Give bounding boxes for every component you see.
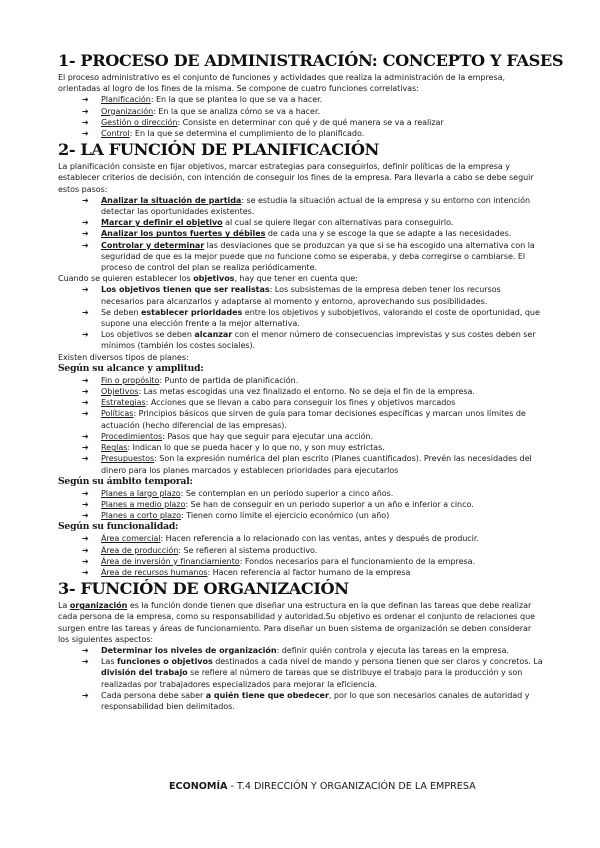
arrow-icon: ➔	[82, 129, 89, 139]
list-item: ➔ Políticas: Principios básicos que sirven de guía para tomar decisiones específicas y marcan unos límites de actuación (hecho diferencial de las empresas).	[82, 409, 526, 430]
list-item: ➔ Área de recursos humanos: Hacen referencia al factor humano de la empresa	[82, 567, 411, 577]
funcional-heading: Según su funcionalidad:	[58, 521, 179, 533]
list-item: ➔ Área de producción: Se refieren al sistema productivo.	[82, 545, 318, 555]
section-1-intro: El proceso administrativo es el conjunto de funciones y actividades que realiza la administración de la empresa, orientadas al logro de los fines de la misma. Se compone de cuatro funciones correlativas:	[58, 73, 505, 94]
list-item: ➔ Los objetivos se deben alcanzar con el menor número de consecuencias imprevistas y sus costes deben ser mínimos (también los costes sociales).	[82, 330, 536, 351]
arrow-icon: ➔	[82, 454, 89, 464]
page-footer: ECONOMÍA - T.4 DIRECCIÓN Y ORGANIZACIÓN DE LA EMPRESA	[169, 781, 476, 792]
arrow-icon: ➔	[82, 229, 89, 239]
arrow-icon: ➔	[82, 307, 89, 317]
list-item: ➔ Gestión o dirección: Consiste en determinar con qué y de qué manera se va a realizar	[82, 117, 444, 127]
section-3-title: 3- FUNCIÓN DE ORGANIZACIÓN	[58, 579, 349, 599]
arrow-icon: ➔	[82, 240, 89, 250]
list-item: ➔ Determinar los niveles de organización: definir quién controla y ejecuta las tareas en la empresa.	[82, 645, 509, 655]
document-page	[58, 50, 564, 712]
arrow-icon: ➔	[82, 567, 89, 577]
alcance-list	[58, 375, 544, 476]
list-item: ➔ Planes a corto plazo: Tienen como límite el ejercicio económico (un año)	[82, 511, 390, 521]
arrow-icon: ➔	[82, 545, 89, 555]
section-3-intro: La organización es la función donde tienen que diseñar una estructura en la que definan las tareas que debe realizar cada persona de la empresa, como su responsabilidad y autoridad.Su objetivo es ordenar el conjunto de relaciones que surgen entre las tareas y áreas de funcionamiento. Para diseñar un buen sistema de organización se deben considerar los siguientes aspectos:	[58, 601, 536, 644]
arrow-icon: ➔	[82, 556, 89, 566]
temporal-list	[58, 488, 544, 522]
arrow-icon: ➔	[82, 387, 89, 397]
list-item: ➔ Organización: En la que se analiza cómo se va a hacer.	[82, 106, 320, 116]
arrow-icon: ➔	[82, 106, 89, 116]
list-item: ➔ Área comercial: Hacen referencia a lo relacionado con las ventas, antes y después de producir.	[82, 534, 479, 544]
list-item: ➔ Planificación: En la que se plantea lo que se va a hacer.	[82, 95, 323, 105]
temporal-heading: Según su ámbito temporal:	[58, 475, 193, 487]
list-item: ➔ Reglas: Indican lo que se pueda hacer y lo que no, y son muy estrictas.	[82, 443, 385, 453]
objectives-intro: Cuando se quieren establecer los objetivos, hay que tener en cuenta que:	[58, 274, 358, 284]
arrow-icon: ➔	[82, 534, 89, 544]
arrow-icon: ➔	[82, 511, 89, 521]
arrow-icon: ➔	[82, 443, 89, 453]
arrow-icon: ➔	[82, 657, 89, 667]
list-item: ➔ Fin o propósito: Punto de partida de planificación.	[82, 375, 299, 385]
arrow-icon: ➔	[82, 645, 89, 655]
alcance-heading: Según su alcance y amplitud:	[58, 362, 204, 374]
plan-types-intro: Existen diversos tipos de planes:	[58, 352, 189, 362]
funcional-list	[58, 533, 544, 578]
arrow-icon: ➔	[82, 488, 89, 498]
list-item: ➔ Control: En la que se determina el cumplimiento de lo planificado.	[82, 129, 365, 139]
planning-steps-list	[58, 195, 544, 273]
list-item: ➔ Estrategias: Acciones que se llevan a cabo para conseguir los fines y objetivos marcados	[82, 398, 456, 408]
arrow-icon: ➔	[82, 95, 89, 105]
arrow-icon: ➔	[82, 117, 89, 127]
arrow-icon: ➔	[82, 431, 89, 441]
list-item: ➔ Área de inversión y financiamiento: Fondos necesarios para el funcionamiento de la empresa.	[82, 556, 476, 566]
list-item: ➔ Presupuestos: Son la expresión numérica del plan escrito (Planes cuantificados). Prevén las necesidades del dinero para los planes marcados y establecen prioridades para ejecutarlos	[82, 454, 532, 475]
arrow-icon: ➔	[82, 409, 89, 419]
objectives-list	[58, 284, 544, 351]
organization-aspects-list	[58, 645, 544, 712]
phases-list	[58, 94, 544, 139]
arrow-icon: ➔	[82, 398, 89, 408]
list-item: ➔ Objetivos: Las metas escogidas una vez finalizado el entorno. No se deja el fin de la empresa.	[82, 387, 475, 397]
list-item: ➔ Planes a largo plazo: Se contemplan en un periodo superior a cinco años.	[82, 488, 394, 498]
arrow-icon: ➔	[82, 690, 89, 700]
list-item: ➔ Procedimientos: Pasos que hay que seguir para ejecutar una acción.	[82, 431, 374, 441]
list-item: ➔ Analizar los puntos fuertes y débiles de cada una y se escoge la que se adapte a las necesidades.	[82, 229, 512, 239]
arrow-icon: ➔	[82, 285, 89, 295]
list-item: ➔ Las funciones o objetivos destinados a cada nivel de mando y persona tienen que ser claros y concretos. La división del trabajo se refiere al número de tareas que se distribuye el trabajo para la producción y son realizadas por trabajadores especializados para mejorar la eficiencia.	[82, 657, 543, 689]
list-item: ➔ Se deben establecer prioridades entre los objetivos y subobjetivos, valorando el coste de oportunidad, que supone una elección frente a la mejor alternativa.	[82, 307, 540, 329]
list-item: ➔ Controlar y determinar las desviaciones que se produzcan ya que si se ha escogido una alternativa con la seguridad de que es la mejor puede que no funcione como se esperaba, y deba corregirse o cambiarse. El proceso de control del plan se realiza periódicamente.	[82, 240, 535, 273]
arrow-icon: ➔	[82, 195, 89, 205]
list-item: ➔ Los objetivos tienen que ser realistas: Los subsistemas de la empresa deben tener los recursos necesarios para alcanzarlos y adaptarse al momento y entorno, aprovechando sus posibilidades.	[82, 285, 501, 306]
section-1-title: 1- PROCESO DE ADMINISTRACIÓN: CONCEPTO Y FASES	[58, 51, 564, 70]
list-item: ➔ Cada persona debe saber a quién tiene que obedecer, por lo que son necesarios canales de autoridad y responsabilidad bien delimitados.	[82, 690, 530, 711]
list-item: ➔ Marcar y definir el objetivo al cual se quiere llegar con alternativas para conseguirlo.	[82, 218, 454, 228]
arrow-icon: ➔	[82, 375, 89, 385]
arrow-icon: ➔	[82, 330, 89, 340]
section-2-title: 2- LA FUNCIÓN DE PLANIFICACIÓN	[58, 140, 379, 160]
section-2-intro: La planificación consiste en fijar objetivos, marcar estrategias para conseguirlos, definir políticas de la empresa y establecer criterios de decisión, con intención de conseguir los fines de la empresa. Para llevarla a cabo se debe seguir estos pasos:	[58, 162, 534, 194]
list-item: ➔ Analizar la situación de partida: se estudia la situación actual de la empresa y su entorno con intención detectar las oportunidades existentes.	[82, 195, 531, 217]
arrow-icon: ➔	[82, 218, 89, 228]
arrow-icon: ➔	[82, 499, 89, 509]
list-item: ➔ Planes a medio plazo: Se han de conseguir en un periodo superior a un año e inferior a cinco.	[82, 499, 474, 509]
